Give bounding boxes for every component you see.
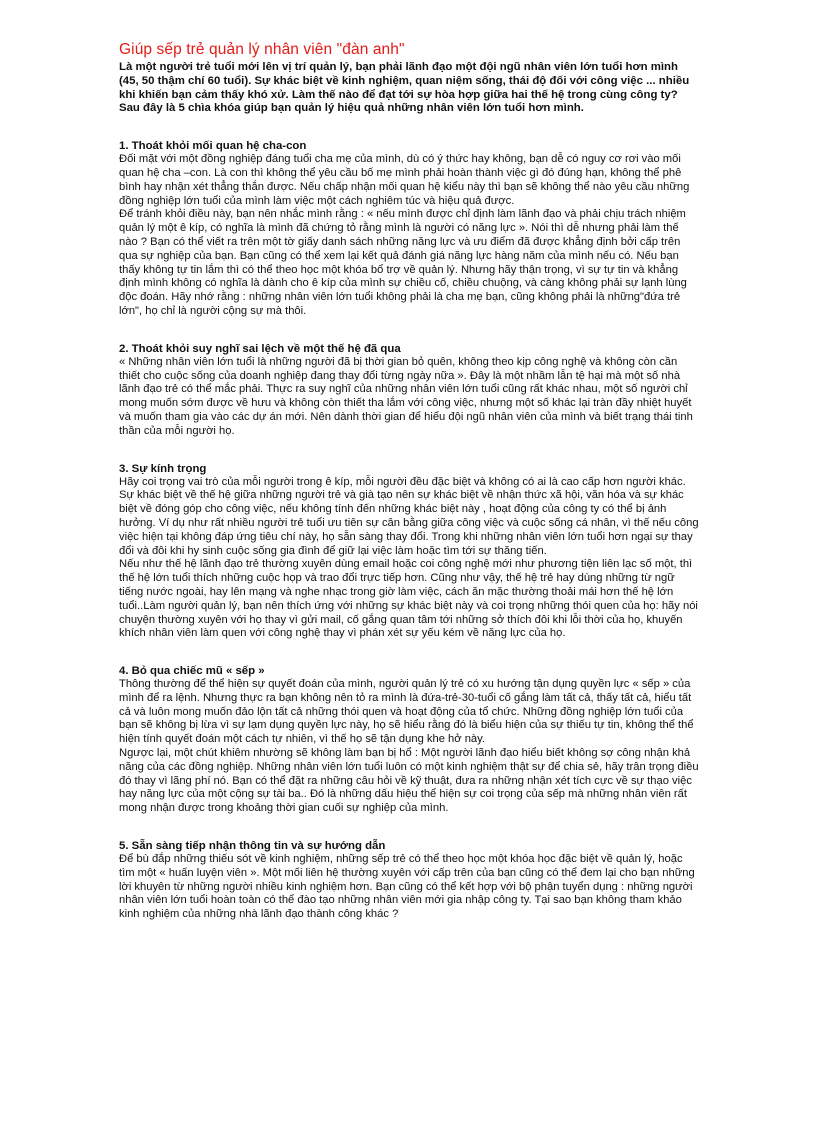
section-paragraph: Nếu như thế hệ lãnh đạo trẻ thường xuyên dùng email hoặc coi công nghệ mới như phương tiện liên lạc số một, thì thế hệ lớn tuổi thích những cuộc họp và trao đổi trực tiếp hơn. Cũng như vậy, thế hệ trẻ hay dùng những từ ngữ tiếng nước ngoài, hay lên mạng và nghe nhạc trong giờ làm việc, cách ăn mặc thường thoải mái hơn thế hệ lớn tuổi..Làm người quản lý, bạn nên thích ứng với những sự khác biệt này và coi trọng những thói quen của họ: hãy nói chuyện thường xuyên với họ thay vì gửi mail, cố gắng quan tâm tới những sở thích đôi khi lỗi thời của họ, khuyến khích nhân viên làm quen với công nghệ thay vì phán xét sự yếu kém về năng lực của họ.: [119, 558, 698, 640]
section-heading: 5. Sẵn sàng tiếp nhận thông tin và sự hướng dẫn: [119, 840, 386, 853]
section-paragraph: Để bù đắp những thiếu sót về kinh nghiệm, những sếp trẻ có thể theo học một khóa học đặc biệt về quản lý, hoặc tìm một « huấn luyện viên ». Một mối liên hệ thường xuyên với cấp trên của bạn cũng có thể đem lại cho bạn những lời khuyên từ những người nhiều kinh nghiệm hơn. Bạn cũng có thể kết hợp với bộ phận tuyển dụng : những người nhân viên lớn tuổi hoàn toàn có thể đào tạo những nhân viên mới gia nhập công ty. Tại sao bạn không tham khảo kinh nghiệm của những nhà lãnh đạo thành công khác ?: [119, 853, 695, 921]
section-heading: 2. Thoát khỏi suy nghĩ sai lệch về một thế hệ đã qua: [119, 342, 401, 355]
document-page: [119, 40, 699, 922]
section-2: [119, 342, 699, 439]
section-paragraph: Thông thường để thể hiện sự quyết đoán của mình, người quản lý trẻ có xu hướng tận dụng quyền lực « sếp » của mình để ra lệnh. Nhưng thực ra bạn không nên tỏ ra mình là đứa-trẻ-30-tuổi cố gắng làm tất cả, thấy tất cả, hiểu tất cả và luôn mong muốn đảo lộn tất cả những thói quen và hoạt động của tổ chức. Những đồng nghiệp lớn tuổi của bạn sẽ không bị lừa vì sự lạm dụng quyền lực này, họ sẽ hiểu rằng đó là biểu hiện của sự thiếu tự tin, không thể thể hiện tính quyết đoán một cách tự nhiên, vì thế họ sẽ tận dụng khe hở này.: [119, 678, 694, 746]
document-intro: Là một người trẻ tuổi mới lên vị trí quản lý, bạn phải lãnh đạo một đội ngũ nhân viên lớn tuổi hơn mình (45, 50 thậm chí 60 tuổi). Sự khác biệt về kinh nghiệm, quan niệm sống, thái độ đối với công việc ... nhiều khi khiến bạn cảm thấy khó xử. Làm thế nào để đạt tới sự hòa hợp giữa hai thế hệ trong cùng công ty? Sau đây là 5 chìa khóa giúp bạn quản lý hiệu quả những nhân viên lớn tuổi hơn mình.: [119, 61, 690, 115]
section-paragraph: Đối mặt với một đồng nghiệp đáng tuổi cha mẹ của mình, dù có ý thức hay không, bạn dễ có nguy cơ rơi vào mối quan hệ cha –con. Là con thì không thể yêu cầu bố mẹ mình phải hoàn thành việc gì đó đúng hạn, không thể phê bình hay nhận xét thẳng thắn được. Nếu chấp nhận mối quan hệ kiểu này thì bạn sẽ không thể nào yêu cầu những đồng nghiệp lớn tuổi của mình làm việc một cách nghiêm túc và hiệu quả được.: [119, 153, 690, 207]
section-5: [119, 839, 699, 922]
section-paragraph: Hãy coi trọng vai trò của mỗi người trong ê kíp, mỗi người đều đặc biệt và không có ai là cao cấp hơn người khác. Sự khác biệt về thế hệ giữa những người trẻ và già tạo nên sự khác biệt về nhận thức xã hội, văn hóa và sự khác biệt về đóng góp cho công việc, nếu không tính đến những khác biệt này , hoạt động của công ty có thể bị ảnh hưởng. Ví dụ như rất nhiều người trẻ tuổi ưu tiên sự cân bằng giữa công việc và cuộc sống cá nhân, vì thế nếu công việc hiện tại không đáp ứng tiêu chí này, họ sẵn sàng thay đổi. Trong khi những nhân viên lớn tuổi hơn ngại sự thay đổi và đôi khi hy sinh cuộc sống gia đình để giữ lại việc làm hoặc tìm tới sự thăng tiến.: [119, 475, 699, 557]
section-heading: 3. Sự kính trọng: [119, 462, 207, 475]
section-paragraph: Ngược lại, một chút khiêm nhường sẽ không làm bạn bị hổ : Một người lãnh đạo hiểu biết không sợ công nhận khả năng của các đồng nghiệp. Những nhân viên lớn tuổi luôn có một kinh nghiệm thật sự để chia sẻ, hãy trân trọng điều đó thay vì lãng phí nó. Bạn có thể đặt ra những câu hỏi về kỹ thuật, đưa ra những nhận xét tích cực về sự thạo việc hay năng lực của một cộng sự tài ba.. Đó là những dấu hiệu thể hiện sự coi trọng của sếp mà những nhân viên rất mong nhận được trong khoảng thời gian cuối sự nghiệp của mình.: [119, 747, 699, 815]
section-3: [119, 462, 699, 642]
section-heading: 1. Thoát khỏi mối quan hệ cha-con: [119, 140, 307, 153]
section-1: [119, 139, 699, 319]
section-paragraph: « Những nhân viên lớn tuổi là những người đã bị thời gian bỏ quên, không theo kịp công nghệ và không còn cần thiết cho cuộc sống của doanh nghiệp đang thay đổi từng ngày nữa ». Đây là một nhầm lẫn tệ hại mà một số nhà lãnh đạo trẻ có thể mắc phải. Thực ra suy nghĩ của những nhân viên lớn tuổi cũng rất khác nhau, một số người chỉ mong muốn sớm được về hưu và không còn thiết tha lắm với công việc, nhưng một số khác lại tràn đầy nhiệt huyết và muốn tham gia vào các dự án mới. Nên dành thời gian để hiểu đội ngũ nhân viên của mình và biết trạng thái tinh thần của mỗi người họ.: [119, 355, 693, 437]
section-paragraph: Để tránh khỏi điều này, bạn nên nhắc mình rằng : « nếu mình được chỉ định làm lãnh đạo và phải chịu trách nhiệm quản lý một ê kíp, có nghĩa là mình đã chứng tỏ rằng mình là người có năng lực ». Nói thì dễ nhưng phải làm thế nào ? Bạn có thể viết ra trên một tờ giấy danh sách những năng lực và ưu điểm đã được khẳng định bởi cấp trên qua sự nghiệp của bạn. Bạn cũng có thể xem lại kết quả đánh giá năng lực hàng năm của mình nếu có. Nếu bạn thấy không tự tin lắm thì có thể theo học một khóa bổ trợ về quản lý. Nhưng hãy thận trọng, vì sự tự tin và khẳng định mình không có nghĩa là dành cho ê kíp của mình sự chiều cố, chiều chuộng, và càng không phải sự lạnh lùng độc đoán. Hãy nhớ rằng : những nhân viên lớn tuổi không phải là cha mẹ bạn, cũng không phải là những"đứa trẻ lớn", họ chỉ là người cộng sự mà thôi.: [119, 208, 687, 317]
document-title: Giúp sếp trẻ quản lý nhân viên "đàn anh": [119, 41, 405, 58]
section-4: [119, 664, 699, 816]
section-heading: 4. Bỏ qua chiếc mũ « sếp »: [119, 665, 265, 678]
